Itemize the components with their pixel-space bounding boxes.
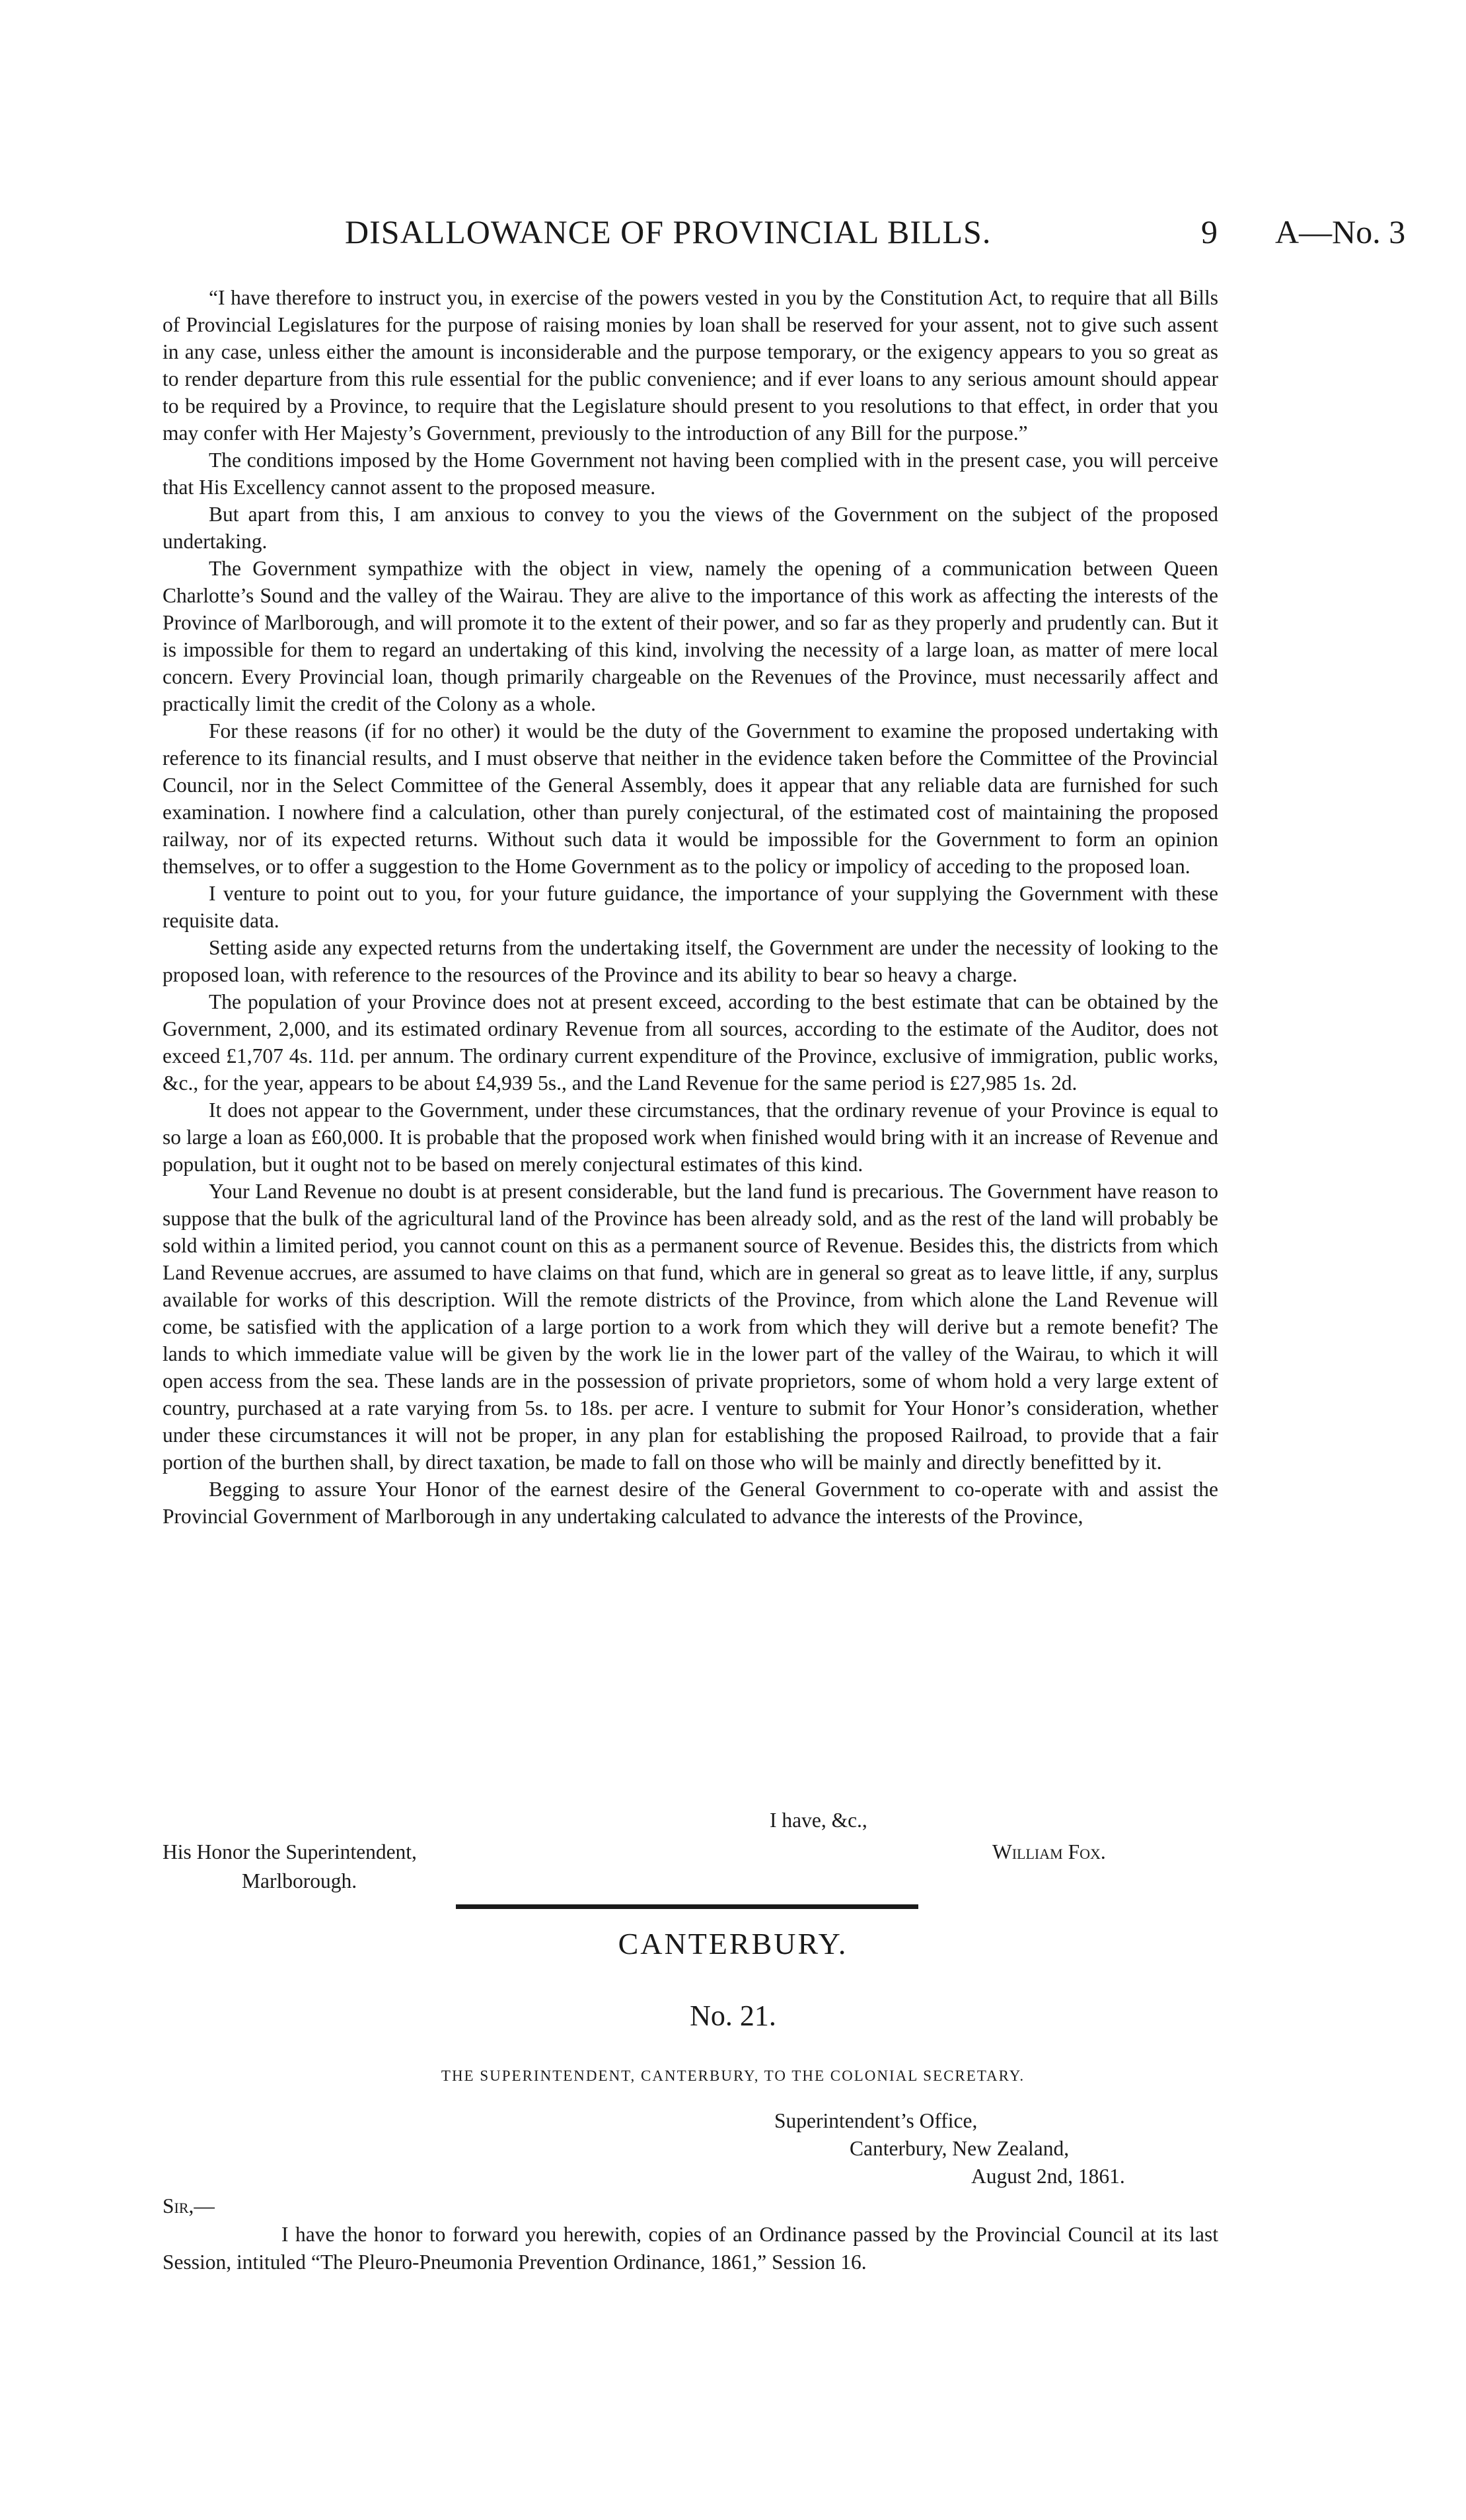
paragraph: It does not appear to the Government, under these circumstances, that the ordinary revenue of your Province is equal to so large a loan as £60,000. It is probable that the proposed work when finished would bring with it an increase of Revenue and population, but it ought not to be based on merely conjectural estimates of this kind. <box>163 1098 1218 1176</box>
paragraph: Begging to assure Your Honor of the earnest desire of the General Government to co-operate with and assist the Provincial Government of Marlborough in any undertaking calculated to advance the interests of the Province, <box>163 1478 1218 1528</box>
paragraph: “I have therefore to instruct you, in exercise of the powers vested in you by the Constitution Act, to require that all Bills of Provincial Legislatures for the purpose of raising monies by loan shall be reserved for your assent, not to give such assent in any case, unless either the amount is inconsiderable and the purpose temporary, or the exigency appears to you so great as to render departure from this rule essential for the public convenience; and if ever loans to any serious amount should appear to be required by a Province, to require that the Legislature should present to you resolutions to that effect, in order that you may confer with Her Majesty’s Government, previously to the introduction of any Bill for the purpose.” <box>163 286 1218 445</box>
paragraph: I venture to point out to you, for your future guidance, the importance of your supplying the Government with these requisite data. <box>163 882 1218 932</box>
section-divider <box>456 1904 918 1909</box>
salutation: Sir,— <box>163 2194 215 2217</box>
address-date: August 2nd, 1861. <box>971 2165 1125 2188</box>
page-title: DISALLOWANCE OF PROVINCIAL BILLS. <box>345 213 992 250</box>
document-number: No. 21. <box>690 1999 776 2032</box>
section-heading: CANTERBURY. <box>618 1927 848 1961</box>
paragraph: Your Land Revenue no doubt is at present considerable, but the land fund is precarious. The Government have reason to suppose that the bulk of the agricultural land of the Province has been already sold, and as the rest of the land will probably be sold within a limited period, you cannot count on this as a permanent source of Revenue. Besides this, the districts from which Land Revenue accrues, are assumed to have claims on that fund, which are in general so great as to leave little, if any, surplus available for works of this description. Will the remote districts of the Province, from which alone the Land Revenue will come, be satisfied with the application of a large portion to a work from which they will derive but a remote benefit? The lands to which immediate value will be given by the work lie in the lower part of the valley of the Wairau, to which it will open access from the sea. These lands are in the possession of private proprietors, some of whom hold a very large extent of country, purchased at a rate varying from 5s. to 18s. per acre. I venture to submit for Your Honor’s consideration, whether under these circumstances it will not be proper, in any plan for establishing the proposed Railroad, to provide that a fair portion of the burthen shall, by direct taxation, be made to fall on those who will be mainly and directly benefitted by it. <box>163 1180 1218 1474</box>
paragraph: The population of your Province does not at present exceed, according to the best estimate that can be obtained by the Government, 2,000, and its estimated ordinary Revenue from all sources, according to the estimate of the Auditor, does not exceed £1,707 4s. 11d. per annum. The ordinary current expenditure of the Province, exclusive of immigration, public works, &c., for the year, appears to be about £4,939 5s., and the Land Revenue for the same period is £27,985 1s. 2d. <box>163 990 1218 1095</box>
paragraph: For these reasons (if for no other) it would be the duty of the Government to examine the proposed undertaking with reference to its financial results, and I must observe that neither in the evidence taken before the Committee of the Provincial Council, nor in the Select Committee of the General Assembly, does it appear that any reliable data are furnished for such examination. I nowhere find a calculation, other than purely conjectural, of the estimated cost of maintaining the proposed railway, nor of its expected returns. Without such data it would be impossible for the Government to form an opinion themselves, or to offer a suggestion to the Home Government as to the policy or impolicy of acceding to the proposed loan. <box>163 719 1218 878</box>
page-number: 9 <box>1201 213 1218 250</box>
paragraph: I have the honor to forward you herewith, copies of an Ordinance passed by the Provincial Council at its last Session, intituled “The Pleuro-Pneumonia Prevention Ordinance, 1861,” Session 16. <box>163 2223 1218 2274</box>
paragraph: The conditions imposed by the Home Government not having been complied with in the present case, you will perceive that His Excellency cannot assent to the proposed measure. <box>163 449 1218 499</box>
address-line: Canterbury, New Zealand, <box>850 2137 1070 2160</box>
address-line: Superintendent’s Office, <box>774 2109 978 2132</box>
signature: William Fox. <box>992 1840 1106 1863</box>
document-reference: A—No. 3 <box>1275 213 1406 250</box>
paragraph: The Government sympathize with the object in view, namely the opening of a communication between Queen Charlotte’s Sound and the valley of the Wairau. They are alive to the importance of this work as affecting the interests of the Province of Marlborough, and will promote it to the extent of their power, and so far as they properly and prudently can. But it is impossible for them to regard an undertaking of this kind, involving the necessity of a large loan, as matter of mere local concern. Every Provincial loan, though primarily chargeable on the Revenues of the Province, must necessarily affect and practically limit the credit of the Colony as a whole. <box>163 557 1218 715</box>
letter-closing <box>0 1809 1466 1914</box>
letter-body-text <box>163 284 1218 1530</box>
paragraph: Setting aside any expected returns from the undertaking itself, the Government are under the necessity of looking to the proposed loan, with reference to the resources of the Province and its ability to bear so heavy a charge. <box>163 936 1218 986</box>
second-letter-body <box>163 2221 1218 2276</box>
running-head <box>0 213 1466 259</box>
closing-phrase: I have, &c., <box>770 1809 867 1832</box>
addressee: His Honor the Superintendent, <box>163 1840 417 1863</box>
addressee-place: Marlborough. <box>242 1869 357 1892</box>
letter-heading: THE SUPERINTENDENT, CANTERBURY, TO THE COLONIAL SECRETARY. <box>441 2068 1025 2084</box>
paragraph: But apart from this, I am anxious to convey to you the views of the Government on the subject of the proposed undertaking. <box>163 503 1218 553</box>
